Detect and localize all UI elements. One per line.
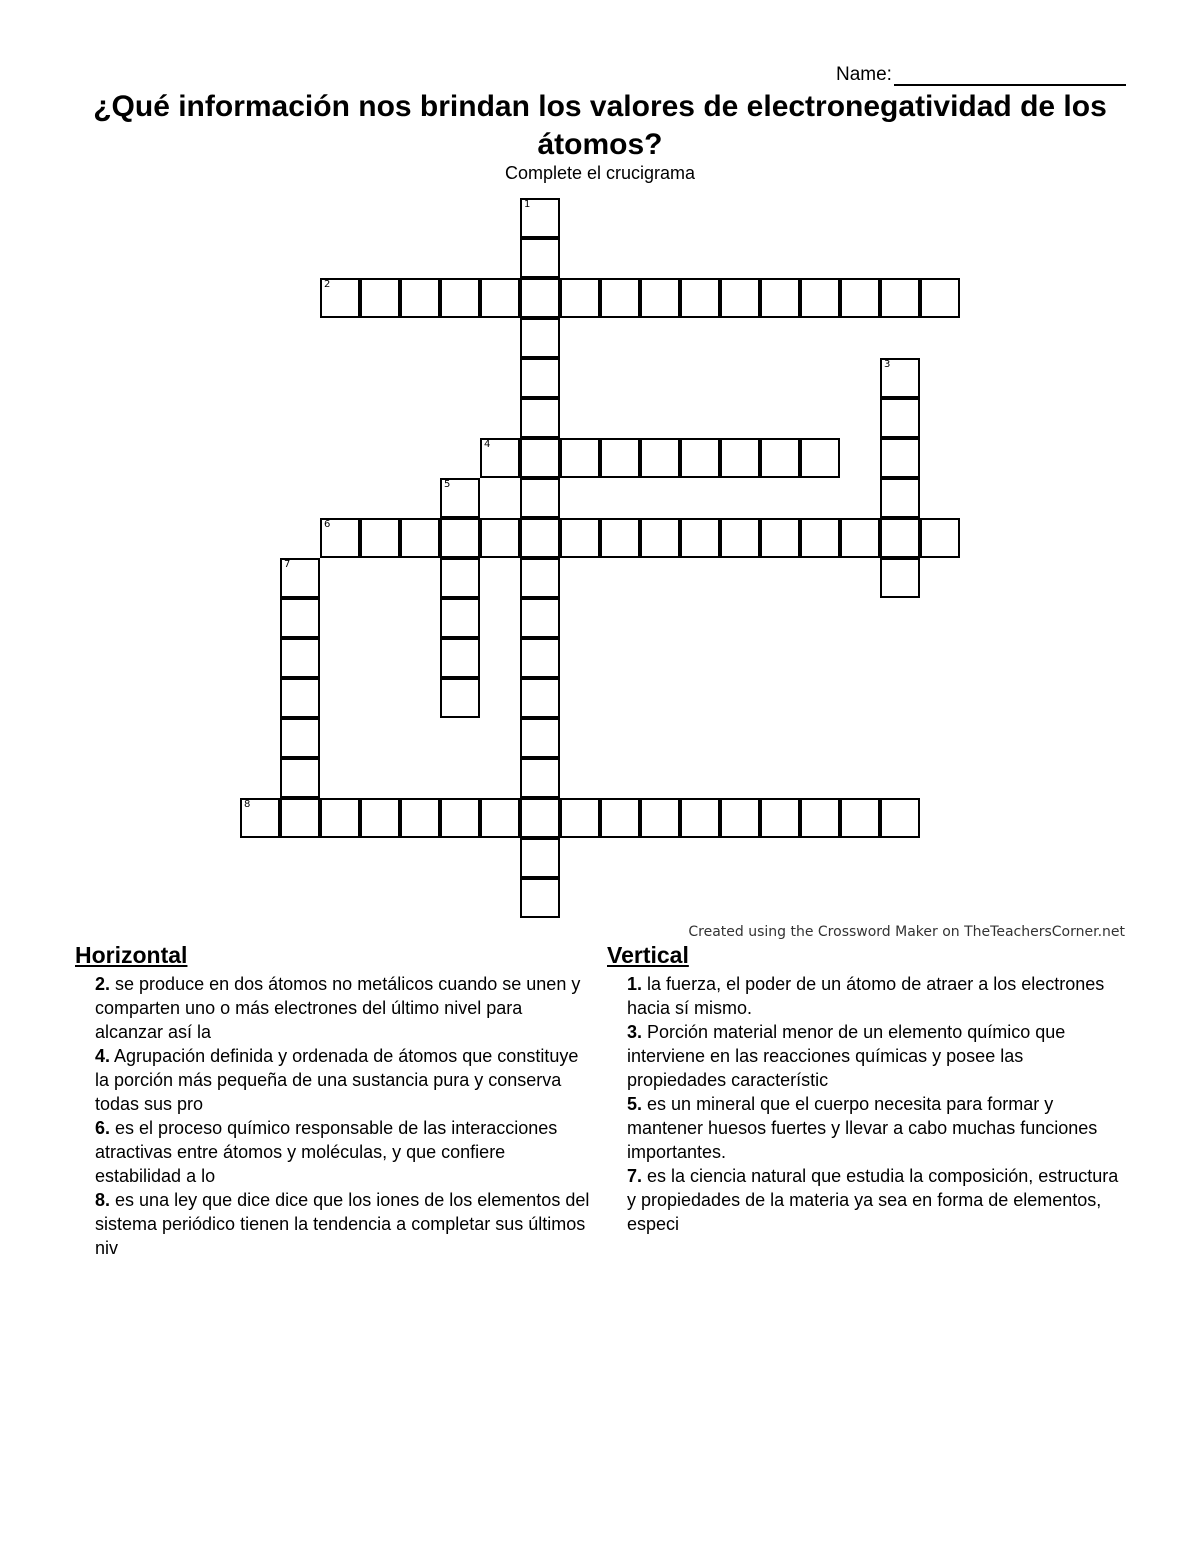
clue-number-label: 2 <box>324 279 331 290</box>
crossword-cell[interactable] <box>520 398 560 438</box>
clue-down-3 <box>627 1020 1127 1092</box>
clue-across-2 <box>95 972 595 1044</box>
clue-text: se produce en dos átomos no metálicos cuando se unen y comparten uno o más electrones del último nivel para alcanzar así la <box>95 974 581 1042</box>
crossword-cell[interactable] <box>880 518 920 558</box>
crossword-cell[interactable] <box>520 518 560 558</box>
crossword-cell[interactable] <box>440 598 480 638</box>
crossword-cell[interactable] <box>520 758 560 798</box>
crossword-cell[interactable] <box>680 278 720 318</box>
clue-number-label: 1 <box>524 199 531 210</box>
name-label: Name: <box>836 64 892 85</box>
crossword-cell[interactable] <box>280 758 320 798</box>
crossword-cell[interactable] <box>640 518 680 558</box>
crossword-cell[interactable] <box>760 438 800 478</box>
clue-across-6 <box>95 1116 595 1188</box>
crossword-cell[interactable] <box>280 718 320 758</box>
crossword-cell[interactable] <box>880 398 920 438</box>
clue-text: Porción material menor de un elemento químico que interviene en las reacciones químicas y posee las propiedades característic <box>627 1022 1066 1090</box>
crossword-cell[interactable] <box>520 198 560 238</box>
crossword-cell[interactable] <box>760 518 800 558</box>
clue-number-label: 6 <box>324 519 331 530</box>
crossword-cell[interactable] <box>880 478 920 518</box>
crossword-cell[interactable] <box>400 518 440 558</box>
crossword-cell[interactable] <box>520 558 560 598</box>
crossword-cell[interactable] <box>440 638 480 678</box>
crossword-cell[interactable] <box>520 238 560 278</box>
crossword-cell[interactable] <box>720 518 760 558</box>
crossword-cell[interactable] <box>320 798 360 838</box>
crossword-cell[interactable] <box>440 558 480 598</box>
crossword-cell[interactable] <box>440 478 480 518</box>
crossword-cell[interactable] <box>360 278 400 318</box>
crossword-cell[interactable] <box>520 718 560 758</box>
crossword-cell[interactable] <box>240 798 280 838</box>
crossword-cell[interactable] <box>280 638 320 678</box>
crossword-cell[interactable] <box>720 438 760 478</box>
crossword-cell[interactable] <box>480 438 520 478</box>
clue-number-label: 4 <box>484 439 491 450</box>
clue-number: 7. <box>627 1166 643 1186</box>
clue-number: 3. <box>627 1022 643 1042</box>
crossword-cell[interactable] <box>880 798 920 838</box>
crossword-cell[interactable] <box>800 518 840 558</box>
crossword-cell[interactable] <box>880 438 920 478</box>
clue-text: es la ciencia natural que estudia la composición, estructura y propiedades de la materia ya sea en forma de elementos, especi <box>627 1166 1119 1234</box>
crossword-cell[interactable] <box>520 478 560 518</box>
crossword-cell[interactable] <box>720 798 760 838</box>
crossword-cell[interactable] <box>320 518 360 558</box>
crossword-cell[interactable] <box>640 438 680 478</box>
clue-text: Agrupación definida y ordenada de átomos que constituye la porción más pequeña de una sustancia pura y conserva todas sus pro <box>95 1046 579 1114</box>
crossword-cell[interactable] <box>280 558 320 598</box>
clue-number: 5. <box>627 1094 643 1114</box>
crossword-cell[interactable] <box>880 278 920 318</box>
crossword-cell[interactable] <box>520 278 560 318</box>
clue-number: 8. <box>95 1190 111 1210</box>
crossword-cell[interactable] <box>520 638 560 678</box>
crossword-cell[interactable] <box>480 518 520 558</box>
crossword-cell[interactable] <box>520 798 560 838</box>
clue-number: 1. <box>627 974 643 994</box>
crossword-cell[interactable] <box>520 878 560 918</box>
crossword-cell[interactable] <box>440 278 480 318</box>
crossword-cell[interactable] <box>760 798 800 838</box>
vertical-clues <box>607 942 1127 1236</box>
crossword-cell[interactable] <box>800 438 840 478</box>
crossword-cell[interactable] <box>280 678 320 718</box>
clue-number: 4. <box>95 1046 111 1066</box>
clue-number: 6. <box>95 1118 111 1138</box>
crossword-cell[interactable] <box>920 518 960 558</box>
crossword-cell[interactable] <box>800 798 840 838</box>
credit-text: Created using the Crossword Maker on TheTeachersCorner.net <box>688 924 1125 940</box>
crossword-cell[interactable] <box>360 518 400 558</box>
crossword-cell[interactable] <box>640 798 680 838</box>
clue-text: la fuerza, el poder de un átomo de atraer a los electrones hacia sí mismo. <box>627 974 1105 1018</box>
crossword-cell[interactable] <box>920 278 960 318</box>
crossword-cell[interactable] <box>640 278 680 318</box>
crossword-cell[interactable] <box>520 838 560 878</box>
clue-across-4 <box>95 1044 595 1116</box>
crossword-cell[interactable] <box>760 278 800 318</box>
crossword-cell[interactable] <box>440 678 480 718</box>
clue-number: 2. <box>95 974 111 994</box>
crossword-cell[interactable] <box>680 518 720 558</box>
crossword-cell[interactable] <box>280 798 320 838</box>
clue-across-8 <box>95 1188 595 1260</box>
crossword-cell[interactable] <box>800 278 840 318</box>
crossword-cell[interactable] <box>840 798 880 838</box>
crossword-cell[interactable] <box>600 438 640 478</box>
crossword-cell[interactable] <box>520 438 560 478</box>
crossword-cell[interactable] <box>360 798 400 838</box>
crossword-cell[interactable] <box>520 358 560 398</box>
crossword-cell[interactable] <box>520 678 560 718</box>
crossword-cell[interactable] <box>480 278 520 318</box>
crossword-cell[interactable] <box>880 358 920 398</box>
horizontal-clues <box>75 942 595 1260</box>
crossword-cell[interactable] <box>560 438 600 478</box>
crossword-cell[interactable] <box>400 798 440 838</box>
vertical-heading: Vertical <box>607 942 689 968</box>
clue-down-5 <box>627 1092 1127 1164</box>
page-title: ¿Qué información nos brindan los valores de electronegatividad de los átomos? <box>93 90 1107 161</box>
crossword-cell[interactable] <box>680 798 720 838</box>
clue-down-1 <box>627 972 1127 1020</box>
clue-number-label: 7 <box>284 559 291 570</box>
crossword-cell[interactable] <box>600 518 640 558</box>
crossword-cell[interactable] <box>560 518 600 558</box>
clue-text: es el proceso químico responsable de las interacciones atractivas entre átomos y moléculas, y que confiere estabilidad a lo <box>95 1118 558 1186</box>
crossword-cell[interactable] <box>600 798 640 838</box>
crossword-cell[interactable] <box>320 278 360 318</box>
clue-text: es una ley que dice dice que los iones de los elementos del sistema periódico tienen la tendencia a completar sus últimos niv <box>95 1190 590 1258</box>
clue-number-label: 3 <box>884 359 891 370</box>
crossword-cell[interactable] <box>560 278 600 318</box>
crossword-cell[interactable] <box>520 318 560 358</box>
page-subtitle: Complete el crucigrama <box>504 163 696 183</box>
horizontal-heading: Horizontal <box>75 942 188 968</box>
crossword-cell[interactable] <box>720 278 760 318</box>
crossword-cell[interactable] <box>280 598 320 638</box>
crossword-cell[interactable] <box>880 558 920 598</box>
crossword-cell[interactable] <box>440 518 480 558</box>
clue-number-label: 8 <box>244 799 251 810</box>
crossword-cell[interactable] <box>840 518 880 558</box>
crossword-cell[interactable] <box>560 798 600 838</box>
clue-text: es un mineral que el cuerpo necesita para formar y mantener huesos fuertes y llevar a cabo muchas funciones importantes. <box>627 1094 1098 1162</box>
clue-down-7 <box>627 1164 1127 1236</box>
clue-number-label: 5 <box>444 479 451 490</box>
crossword-cell[interactable] <box>600 278 640 318</box>
crossword-cell[interactable] <box>520 598 560 638</box>
crossword-cell[interactable] <box>840 278 880 318</box>
crossword-cell[interactable] <box>440 798 480 838</box>
crossword-cell[interactable] <box>680 438 720 478</box>
crossword-cell[interactable] <box>400 278 440 318</box>
crossword-cell[interactable] <box>480 798 520 838</box>
